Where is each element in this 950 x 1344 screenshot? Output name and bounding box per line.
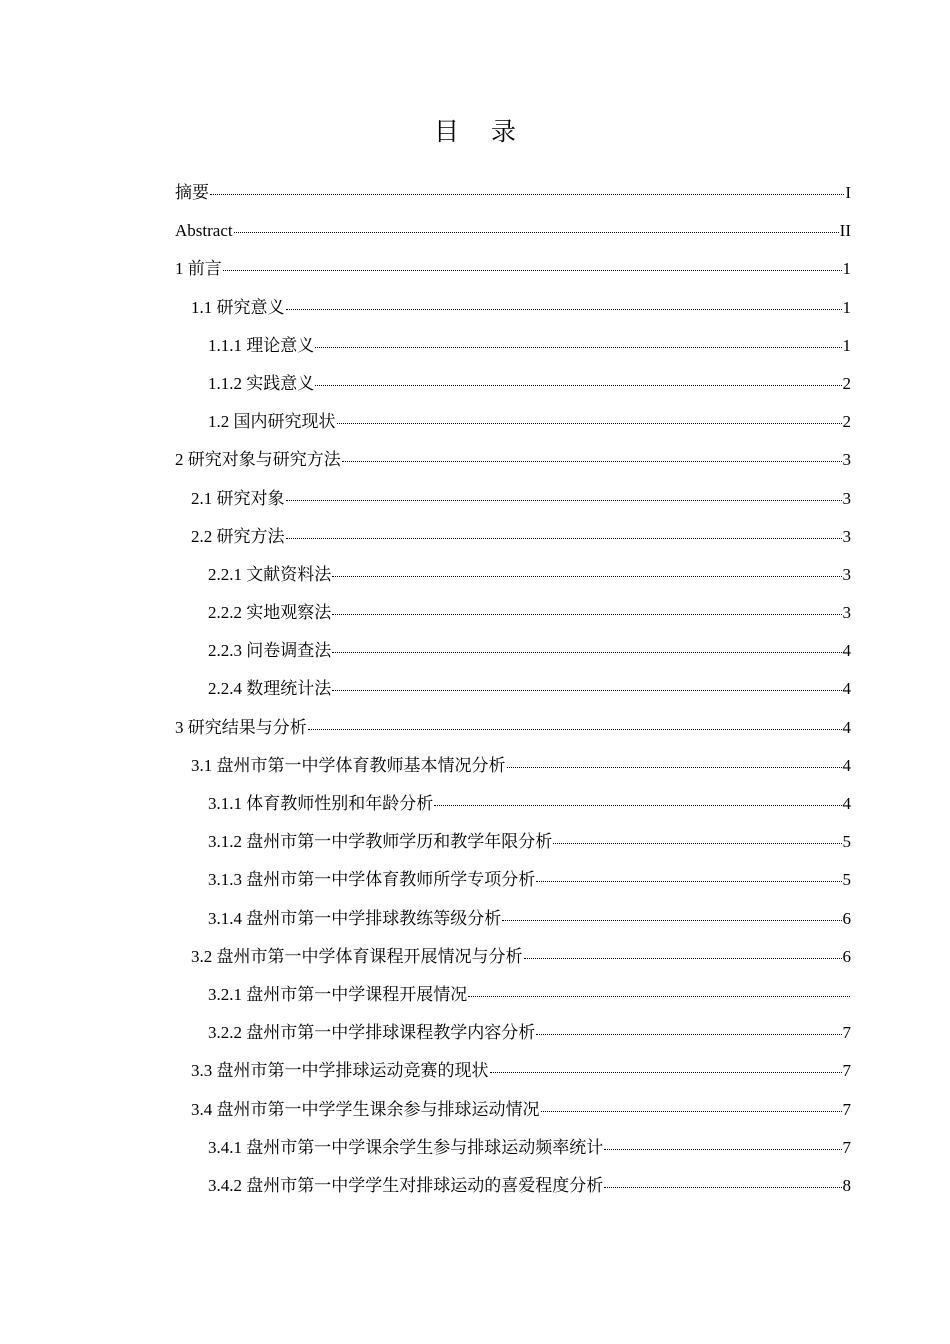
toc-entry[interactable] bbox=[175, 365, 851, 403]
toc-entry-title: 1.2 国内研究现状 bbox=[208, 412, 336, 432]
toc-page-number: 6 bbox=[842, 908, 851, 928]
toc-entry-title: 3.4.2 盘州市第一中学学生对排球运动的喜爱程度分析 bbox=[208, 1175, 604, 1195]
toc-dot-leader bbox=[536, 1033, 841, 1035]
toc-entry-title: 2.2.4 数理统计法 bbox=[208, 679, 332, 699]
toc-entry[interactable] bbox=[175, 250, 851, 288]
toc-entry[interactable] bbox=[175, 1052, 851, 1090]
toc-dot-leader bbox=[490, 1071, 842, 1073]
toc-page-number: 3 bbox=[842, 564, 851, 584]
toc-entry-title: 3.1.1 体育教师性别和年龄分析 bbox=[208, 794, 434, 813]
page-title: 目 录 bbox=[434, 117, 528, 146]
toc-entry-title: 1 前言 bbox=[175, 259, 222, 279]
toc-dot-leader bbox=[332, 575, 841, 577]
toc-entry[interactable] bbox=[175, 1091, 851, 1129]
toc-entry[interactable] bbox=[175, 938, 851, 976]
toc-dot-leader bbox=[286, 537, 842, 539]
toc-page-number: 5 bbox=[842, 870, 851, 890]
toc-entry-title: 2.2 研究方法 bbox=[191, 526, 285, 546]
toc-entry-title: 1.1.1 理论意义 bbox=[208, 335, 315, 355]
toc-dot-leader bbox=[223, 269, 842, 271]
toc-page-number: 4 bbox=[842, 641, 851, 661]
toc-entry-title: 3.1.4 盘州市第一中学排球教练等级分析 bbox=[208, 908, 502, 928]
toc-entry[interactable] bbox=[175, 709, 851, 747]
toc-entry-title: 3 研究结果与分析 bbox=[175, 717, 307, 737]
toc-entry[interactable] bbox=[175, 861, 851, 899]
toc-entry[interactable] bbox=[175, 823, 851, 861]
toc-dot-leader bbox=[524, 957, 842, 959]
toc-entry[interactable] bbox=[175, 327, 851, 365]
toc-entry-title: 3.1.2 盘州市第一中学教师学历和教学年限分析 bbox=[208, 832, 553, 852]
toc-page-number: 7 bbox=[842, 1099, 851, 1119]
toc-page-number: 7 bbox=[842, 1023, 851, 1043]
toc-dot-leader bbox=[604, 1148, 841, 1150]
toc-page-number: 7 bbox=[842, 1061, 851, 1081]
toc-page-number: 4 bbox=[842, 679, 851, 699]
toc-entry[interactable] bbox=[175, 900, 851, 938]
toc-dot-leader bbox=[342, 460, 842, 462]
toc-dot-leader bbox=[332, 613, 841, 615]
toc-entry[interactable] bbox=[175, 289, 851, 327]
toc-entry[interactable] bbox=[175, 1167, 851, 1205]
toc-page-number: 1 bbox=[842, 335, 851, 355]
toc-entry[interactable] bbox=[175, 174, 851, 212]
toc-entry-title: 3.2 盘州市第一中学体育课程开展情况与分析 bbox=[191, 946, 523, 966]
toc-entry[interactable] bbox=[175, 480, 851, 518]
toc-dot-leader bbox=[315, 384, 841, 386]
toc-dot-leader bbox=[536, 880, 841, 882]
toc-page-number: 2 bbox=[842, 373, 851, 393]
toc-page-number: 4 bbox=[842, 794, 851, 813]
toc-entry-title: 2.2.1 文献资料法 bbox=[208, 564, 332, 584]
toc-page-number: II bbox=[839, 221, 851, 241]
toc-page-number: 3 bbox=[842, 603, 851, 623]
toc-page-number: 7 bbox=[842, 1137, 851, 1157]
toc-entry[interactable] bbox=[175, 518, 851, 556]
toc-dot-leader bbox=[604, 1186, 841, 1188]
toc-entry[interactable] bbox=[175, 785, 851, 823]
toc-dot-leader bbox=[502, 919, 841, 921]
toc-entry-title: 2.2.3 问卷调查法 bbox=[208, 641, 332, 661]
toc-entry-title: 3.1.3 盘州市第一中学体育教师所学专项分析 bbox=[208, 870, 536, 890]
toc-entry[interactable] bbox=[175, 441, 851, 479]
toc-dot-leader bbox=[337, 422, 842, 424]
toc-entry[interactable] bbox=[175, 1014, 851, 1052]
toc-page-number: 6 bbox=[842, 946, 851, 966]
toc-entry-title: 1.1 研究意义 bbox=[191, 297, 285, 317]
toc-page-number: 5 bbox=[842, 832, 851, 852]
toc-entry[interactable] bbox=[175, 670, 851, 708]
toc-entry-title: 3.2.2 盘州市第一中学排球课程教学内容分析 bbox=[208, 1023, 536, 1043]
toc-dot-leader bbox=[308, 728, 842, 730]
toc-page-number: 2 bbox=[842, 412, 851, 432]
toc-entry-title: 2.1 研究对象 bbox=[191, 488, 285, 508]
toc-dot-leader bbox=[234, 231, 839, 233]
toc-dot-leader bbox=[286, 308, 842, 310]
toc-dot-leader bbox=[468, 995, 850, 997]
toc-entry[interactable] bbox=[175, 632, 851, 670]
toc-entry-title: 3.4 盘州市第一中学学生课余参与排球运动情况 bbox=[191, 1099, 540, 1119]
toc-page-number: 4 bbox=[842, 717, 851, 737]
toc-entry-title: Abstract bbox=[175, 221, 233, 241]
toc-dot-leader bbox=[507, 766, 842, 768]
toc-dot-leader bbox=[210, 193, 844, 195]
toc-page-number: 3 bbox=[842, 488, 851, 508]
toc-page-number: 1 bbox=[842, 259, 851, 279]
toc-entry[interactable] bbox=[175, 976, 851, 1014]
toc-entry[interactable] bbox=[175, 403, 851, 441]
toc-entry[interactable] bbox=[175, 747, 851, 785]
toc-page-number: 1 bbox=[842, 297, 851, 317]
table-of-contents bbox=[175, 174, 851, 1205]
toc-entry[interactable] bbox=[175, 594, 851, 632]
toc-entry-title: 2 研究对象与研究方法 bbox=[175, 450, 341, 470]
toc-entry[interactable] bbox=[175, 212, 851, 250]
toc-entry-title: 1.1.2 实践意义 bbox=[208, 373, 315, 393]
toc-dot-leader bbox=[315, 346, 841, 348]
toc-page-number: I bbox=[845, 183, 851, 202]
toc-dot-leader bbox=[541, 1110, 842, 1112]
toc-entry-title: 3.4.1 盘州市第一中学课余学生参与排球运动频率统计 bbox=[208, 1137, 604, 1157]
toc-dot-leader bbox=[553, 842, 841, 844]
toc-dot-leader bbox=[332, 651, 841, 653]
toc-dot-leader bbox=[286, 499, 842, 501]
toc-entry-title: 3.2.1 盘州市第一中学课程开展情况 bbox=[208, 984, 468, 1004]
toc-entry-title: 2.2.2 实地观察法 bbox=[208, 603, 332, 623]
toc-page-number: 8 bbox=[842, 1175, 851, 1195]
toc-entry-title: 摘要 bbox=[175, 183, 209, 202]
toc-entry-title: 3.1 盘州市第一中学体育教师基本情况分析 bbox=[191, 755, 506, 775]
toc-entry[interactable] bbox=[175, 1129, 851, 1167]
toc-page-number: 4 bbox=[842, 755, 851, 775]
toc-page-number: 3 bbox=[842, 526, 851, 546]
toc-dot-leader bbox=[332, 689, 841, 691]
toc-entry-title: 3.3 盘州市第一中学排球运动竞赛的现状 bbox=[191, 1061, 489, 1081]
toc-page-number: 3 bbox=[842, 450, 851, 470]
toc-entry[interactable] bbox=[175, 556, 851, 594]
toc-dot-leader bbox=[434, 804, 841, 806]
